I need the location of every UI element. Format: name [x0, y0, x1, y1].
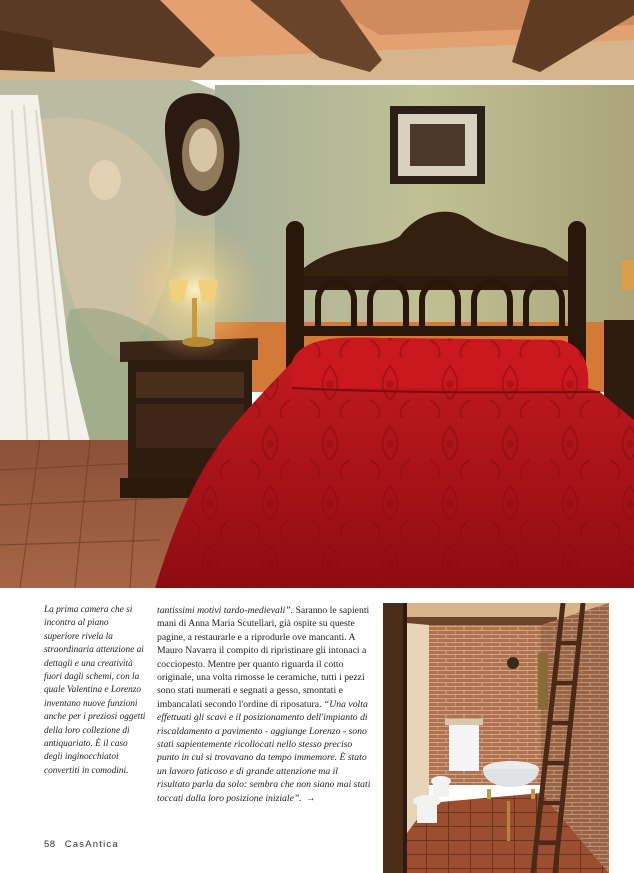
page-footer — [44, 839, 119, 850]
magazine-name: CasAntica — [64, 839, 119, 850]
article-quote: “Una volta effettuati gli scavi e il posizionamento dell'impianto di riscaldamento a pavimento - aggiunge Lorenzo - sono stati sapientemente ricollocati nello stesso preciso punto in cui si trovavano da tempo immemore. È stato un lavoro faticoso e di grande attenzione ma il risultato parla da solo: sembra che non siano mai stati toccati dalla loro posizione iniziale”. — [157, 698, 371, 804]
article-paragraph: Saranno le sapienti mani di Anna Maria Scutellari, già ospite su queste pagine, a restaurarle e a riprodurle ove mancanti. A Mauro Navarra il compito di ripristinare gli intonaci a cocciopesto. Mentre per quanto riguarda il cotto originale, una volta rimosse le ceramiche, tutti i pezzi sono stati numerati e segnati a gesso, smontati e imbancalati secondo l'ordine di riposatura. — [157, 605, 370, 710]
article-quote-end: tantissimi motivi tardo-medievali”. — [157, 605, 294, 616]
continue-arrow-icon: → — [305, 792, 316, 804]
photo-caption: La prima camera che si incontra al piano superiore rivela la straordinaria attenzione ai dettagli e una creatività fuori dagli schemi, con la quale Valentina e Lorenzo inventano nuove funzioni anche per i preziosi oggetti della loro collezione di antiquariato. È il caso degli inginocchiatoi convertiti in comodini. — [44, 605, 146, 776]
page-number: 58 — [44, 839, 56, 850]
article-body — [157, 604, 371, 805]
bathroom-photo — [383, 603, 609, 873]
